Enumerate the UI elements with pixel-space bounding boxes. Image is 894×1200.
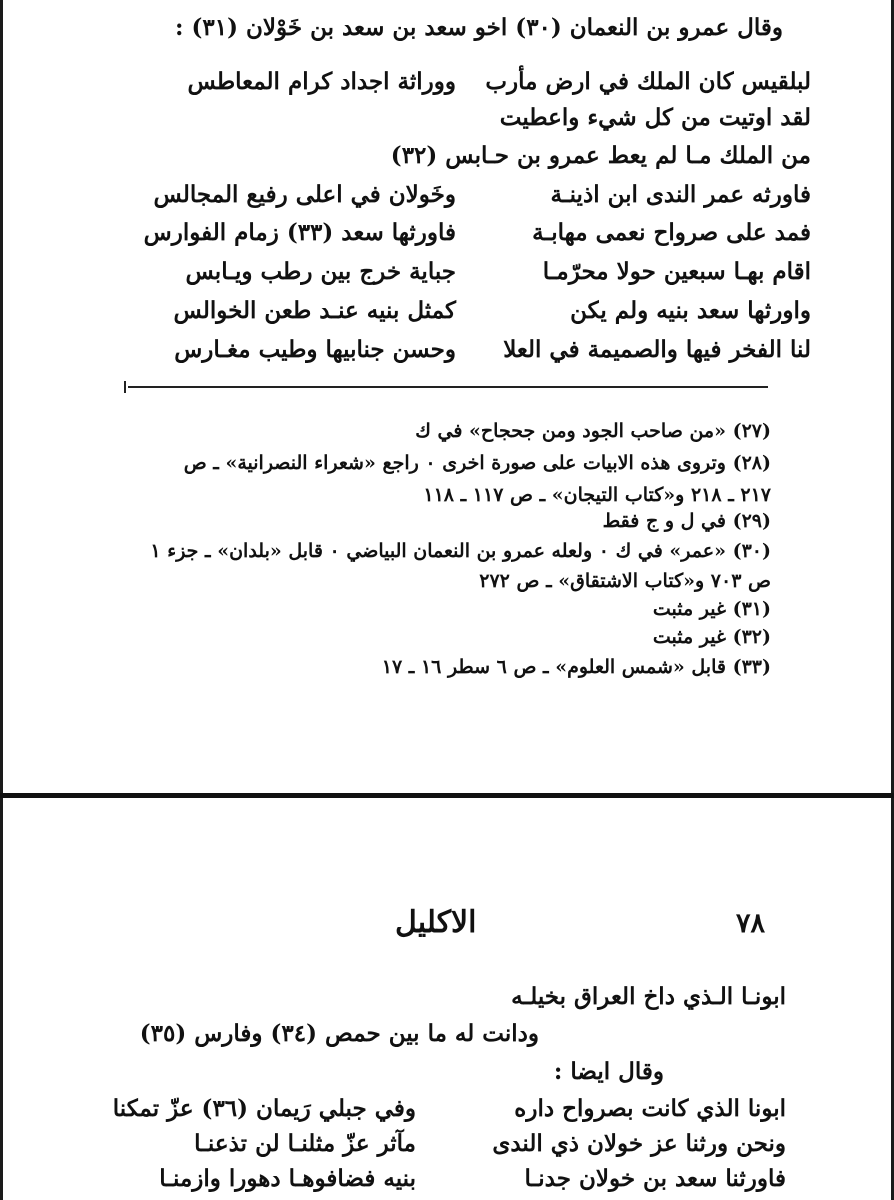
- verse-1-right-hemistich: لبلقيس كان الملك في ارض مأرب: [485, 68, 811, 95]
- bottom-verse-3-right-hemistich: فاورثنا سعد بن خولان جدنـا: [524, 1165, 786, 1192]
- footnote-32: (٣٢) غير مثبت: [652, 626, 771, 648]
- verse-8-left-hemistich: وحسن جنابيها وطيب مغـارس: [174, 336, 456, 363]
- page-title: الاكليل: [395, 905, 477, 940]
- poem-intro-line: وقال عمرو بن النعمان (٣٠) اخو سعد بن سعد بن خَوْلان (٣١) :: [174, 14, 783, 41]
- bottom-verse-1-right-hemistich: ابونا الذي كانت بصرواح داره: [514, 1095, 786, 1122]
- footnote-28-cont: ٢١٧ ـ ٢١٨ و«كتاب التيجان» ـ ص ١١٧ ـ ١١٨: [423, 484, 771, 506]
- footnote-separator: [128, 386, 768, 388]
- bottom-line-1: ابونـا الـذي داخ العراق بخيلـه: [511, 983, 786, 1010]
- page-number: ٧٨: [736, 908, 766, 939]
- bottom-verse-1-left-hemistich: وفي جبلي رَيمان (٣٦) عزّ تمكنا: [112, 1095, 416, 1122]
- footnote-30: (٣٠) «عمر» في ك ٠ ولعله عمرو بن النعمان البياضي ٠ قابل «بلدان» ـ جزء ١: [150, 540, 771, 562]
- verse-1-left-hemistich: ووراثة اجداد كرام المعاطس: [187, 68, 456, 95]
- verse-6-right-hemistich: اقام بهـا سبعين حولا محرّمـا: [542, 258, 811, 285]
- verse-6-left-hemistich: جباية خرج بين رطب ويـابس: [185, 258, 456, 285]
- bottom-verse-2-left-hemistich: مآثر عزّ مثلنـا لن تذعنـا: [194, 1130, 416, 1157]
- footnote-29: (٢٩) في ل و ج فقط: [602, 510, 771, 532]
- verse-5-right-hemistich: فمد على صرواح نعمى مهابـة: [532, 219, 811, 246]
- footnote-33: (٣٣) قابل «شمس العلوم» ـ ص ٦ سطر ١٦ ـ ١٧: [381, 656, 771, 678]
- bottom-verse-3-left-hemistich: بنيه فضافوهـا دهورا وازمنـا: [159, 1165, 416, 1192]
- footnote-30-cont: ص ٧٠٣ و«كتاب الاشتقاق» ـ ص ٢٧٢: [479, 570, 771, 592]
- verse-3-line: من الملك مـا لم يعط عمرو بن حـابس (٣٢): [390, 142, 811, 169]
- bottom-line-3: وقال ايضا :: [553, 1058, 664, 1085]
- verse-8-right-hemistich: لنا الفخر فيها والصميمة في العلا: [503, 336, 811, 363]
- verse-2-line: لقد اوتيت من كل شيء واعطيت: [499, 104, 811, 131]
- verse-4-left-hemistich: وخَولان في اعلى رفيع المجالس: [153, 181, 456, 208]
- footnote-31: (٣١) غير مثبت: [652, 598, 771, 620]
- bottom-verse-2-right-hemistich: ونحن ورثنا عز خولان ذي الندى: [492, 1130, 786, 1157]
- footnote-rule-tick: [124, 381, 126, 393]
- footnote-27: (٢٧) «من صاحب الجود ومن جحجاح» في ك: [415, 420, 771, 442]
- verse-5-left-hemistich: فاورثها سعد (٣٣) زمام الفوارس: [143, 219, 456, 246]
- verse-4-right-hemistich: فاورثه عمر الندى ابن اذينـة: [550, 181, 811, 208]
- verse-7-left-hemistich: كمثل بنيه عنـد طعن الخوالس: [173, 297, 456, 324]
- bottom-line-2: ودانت له ما بين حمص (٣٤) وفارس (٣٥): [139, 1020, 539, 1047]
- verse-7-right-hemistich: واورثها سعد بنيه ولم يكن: [570, 297, 811, 324]
- footnote-28: (٢٨) وتروى هذه الابيات على صورة اخرى ٠ راجع «شعراء النصرانية» ـ ص: [183, 452, 771, 474]
